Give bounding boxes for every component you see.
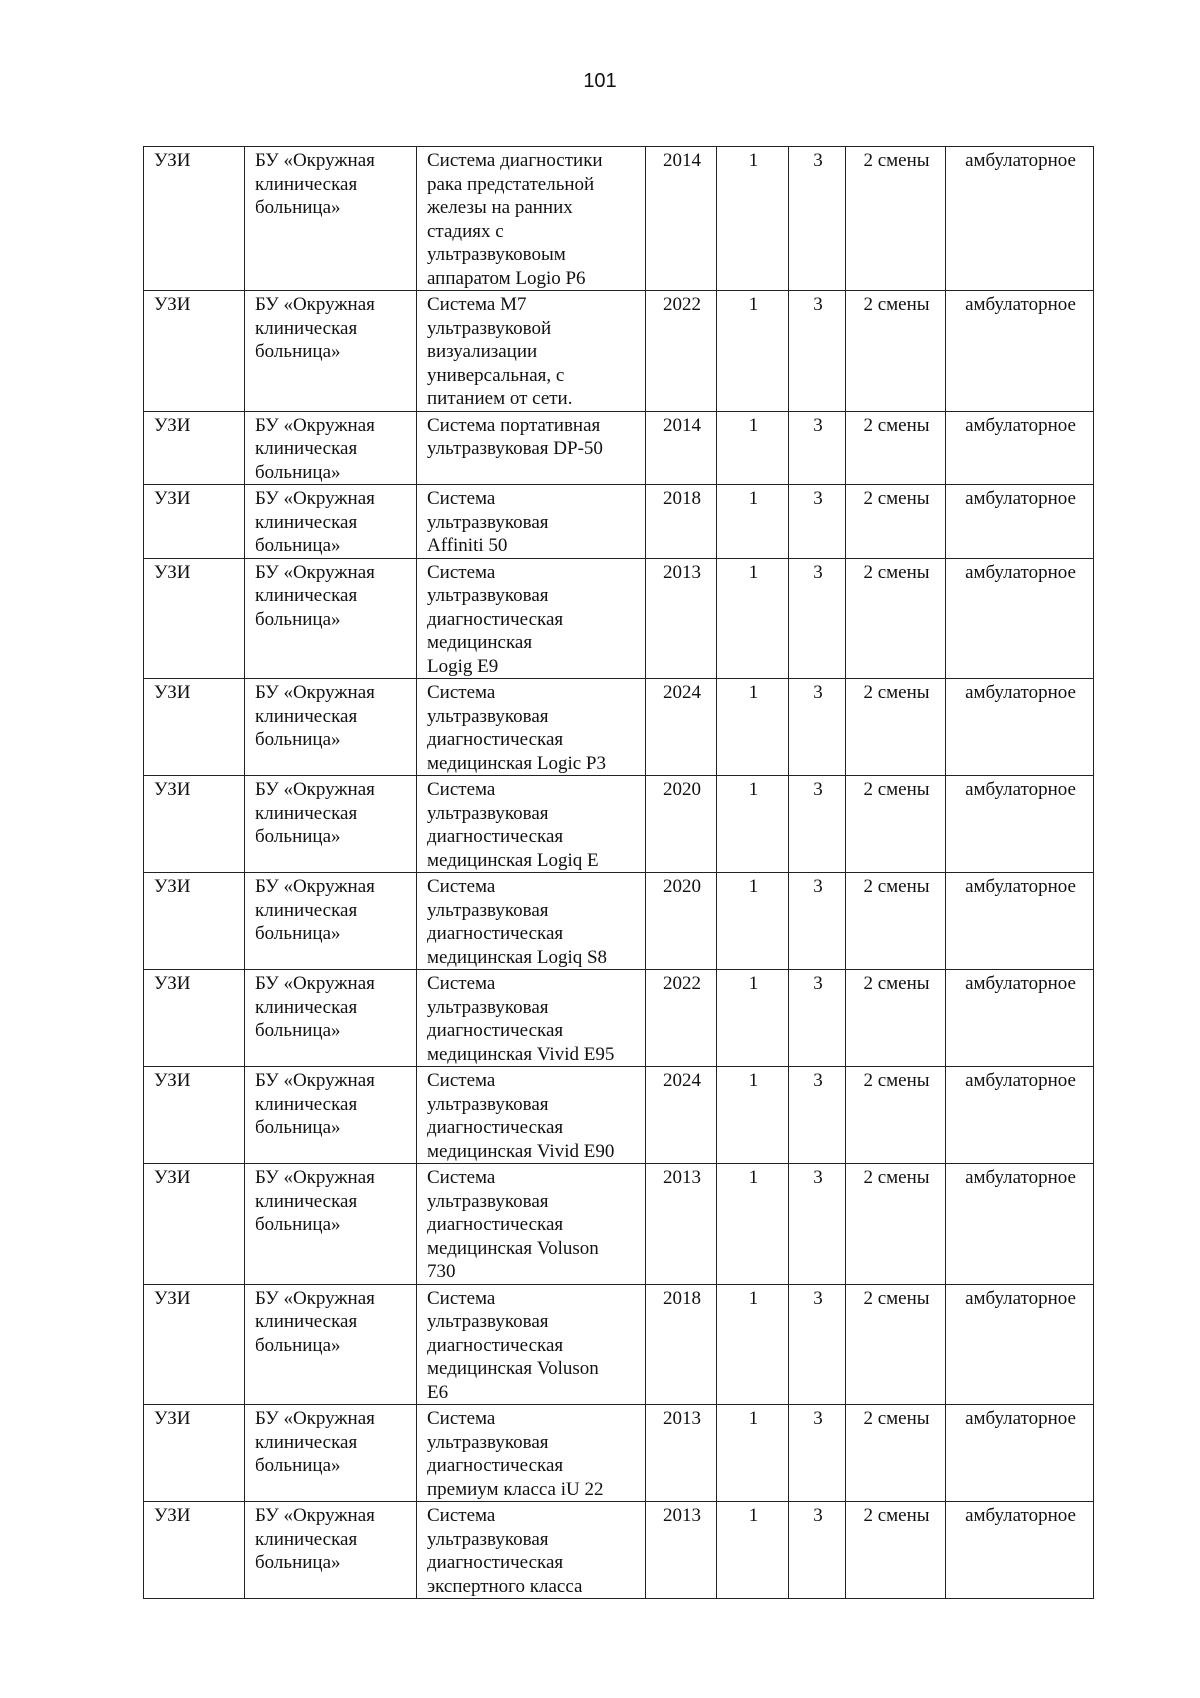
cell-organization: БУ «Окружная клиническая больница» [245,1405,417,1502]
cell-shifts: 2 смены [846,1284,946,1405]
cell-shifts: 2 смены [846,1067,946,1164]
cell-shifts: 2 смены [846,411,946,485]
cell-year: 2018 [646,485,717,559]
cell-quantity: 1 [717,147,789,291]
cell-shifts: 2 смены [846,291,946,412]
cell-type: УЗИ [144,970,245,1067]
cell-mode: амбулаторное [946,970,1094,1067]
cell-quantity: 1 [717,558,789,679]
cell-organization: БУ «Окружная клиническая больница» [245,970,417,1067]
cell-shifts: 2 смены [846,679,946,776]
cell-quantity: 1 [717,679,789,776]
cell-organization: БУ «Окружная клиническая больница» [245,679,417,776]
cell-quantity: 1 [717,1284,789,1405]
cell-type: УЗИ [144,147,245,291]
page-number: 101 [583,70,617,92]
equipment-table [143,146,1094,1599]
cell-organization: БУ «Окружная клиническая больница» [245,1284,417,1405]
cell-shifts: 2 смены [846,1405,946,1502]
cell-type: УЗИ [144,291,245,412]
cell-type: УЗИ [144,776,245,873]
cell-quantity: 1 [717,1164,789,1285]
cell-number: 3 [789,679,846,776]
cell-equipment: Система портативная ультразвуковая DP-50 [417,411,646,485]
cell-type: УЗИ [144,1164,245,1285]
table-row [144,291,1094,412]
cell-type: УЗИ [144,1284,245,1405]
cell-year: 2014 [646,147,717,291]
cell-number: 3 [789,1502,846,1599]
cell-year: 2020 [646,776,717,873]
cell-mode: амбулаторное [946,485,1094,559]
cell-type: УЗИ [144,873,245,970]
cell-mode: амбулаторное [946,679,1094,776]
cell-year: 2024 [646,679,717,776]
cell-quantity: 1 [717,970,789,1067]
cell-shifts: 2 смены [846,873,946,970]
cell-quantity: 1 [717,873,789,970]
cell-number: 3 [789,1405,846,1502]
table-row [144,873,1094,970]
cell-shifts: 2 смены [846,485,946,559]
cell-number: 3 [789,558,846,679]
cell-organization: БУ «Окружная клиническая больница» [245,411,417,485]
cell-number: 3 [789,485,846,559]
table-row [144,558,1094,679]
cell-year: 2013 [646,1405,717,1502]
cell-number: 3 [789,1164,846,1285]
cell-year: 2022 [646,291,717,412]
cell-shifts: 2 смены [846,1502,946,1599]
cell-mode: амбулаторное [946,873,1094,970]
cell-number: 3 [789,147,846,291]
cell-organization: БУ «Окружная клиническая больница» [245,558,417,679]
cell-mode: амбулаторное [946,1502,1094,1599]
cell-type: УЗИ [144,411,245,485]
cell-equipment: Система ультразвуковая диагностическая медицинская Logiq S8 [417,873,646,970]
cell-type: УЗИ [144,558,245,679]
cell-shifts: 2 смены [846,970,946,1067]
table-row [144,776,1094,873]
cell-equipment: Система ультразвуковая диагностическая премиум класса iU 22 [417,1405,646,1502]
cell-quantity: 1 [717,776,789,873]
cell-number: 3 [789,970,846,1067]
cell-organization: БУ «Окружная клиническая больница» [245,1164,417,1285]
cell-type: УЗИ [144,1502,245,1599]
cell-equipment: Система ультразвуковая диагностическая медицинская Vivid E95 [417,970,646,1067]
cell-number: 3 [789,1284,846,1405]
cell-year: 2013 [646,558,717,679]
cell-quantity: 1 [717,1067,789,1164]
cell-number: 3 [789,873,846,970]
cell-year: 2020 [646,873,717,970]
cell-mode: амбулаторное [946,558,1094,679]
cell-equipment: Система ультразвуковая диагностическая медицинская Logic P3 [417,679,646,776]
cell-organization: БУ «Окружная клиническая больница» [245,1502,417,1599]
table-row [144,1067,1094,1164]
cell-number: 3 [789,776,846,873]
cell-quantity: 1 [717,485,789,559]
cell-quantity: 1 [717,1502,789,1599]
cell-year: 2024 [646,1067,717,1164]
cell-mode: амбулаторное [946,776,1094,873]
cell-organization: БУ «Окружная клиническая больница» [245,147,417,291]
cell-equipment: Система ультразвуковая диагностическая медицинская Logiq E [417,776,646,873]
cell-equipment: Система ультразвуковая Affiniti 50 [417,485,646,559]
table-row [144,485,1094,559]
cell-mode: амбулаторное [946,147,1094,291]
cell-equipment: Система ультразвуковая диагностическая экспертного класса [417,1502,646,1599]
cell-year: 2022 [646,970,717,1067]
cell-mode: амбулаторное [946,1164,1094,1285]
cell-equipment: Система ультразвуковая диагностическая медицинская Vivid E90 [417,1067,646,1164]
cell-year: 2013 [646,1164,717,1285]
cell-quantity: 1 [717,411,789,485]
cell-number: 3 [789,1067,846,1164]
cell-organization: БУ «Окружная клиническая больница» [245,291,417,412]
cell-equipment: Система М7 ультразвуковой визуализации универсальная, с питанием от сети. [417,291,646,412]
cell-year: 2018 [646,1284,717,1405]
cell-year: 2013 [646,1502,717,1599]
table-row [144,1502,1094,1599]
table-body [144,147,1094,1599]
cell-shifts: 2 смены [846,1164,946,1285]
cell-number: 3 [789,411,846,485]
cell-type: УЗИ [144,1067,245,1164]
cell-quantity: 1 [717,291,789,412]
cell-mode: амбулаторное [946,411,1094,485]
cell-shifts: 2 смены [846,776,946,873]
cell-year: 2014 [646,411,717,485]
cell-shifts: 2 смены [846,147,946,291]
table-row [144,1284,1094,1405]
cell-type: УЗИ [144,679,245,776]
cell-type: УЗИ [144,485,245,559]
cell-organization: БУ «Окружная клиническая больница» [245,873,417,970]
cell-equipment: Система ультразвуковая диагностическая медицинская Voluson 730 [417,1164,646,1285]
cell-mode: амбулаторное [946,1405,1094,1502]
cell-shifts: 2 смены [846,558,946,679]
cell-organization: БУ «Окружная клиническая больница» [245,485,417,559]
cell-organization: БУ «Окружная клиническая больница» [245,776,417,873]
table-row [144,679,1094,776]
cell-number: 3 [789,291,846,412]
table-row [144,1405,1094,1502]
table-row [144,1164,1094,1285]
cell-equipment: Система ультразвуковая диагностическая медицинская Logig E9 [417,558,646,679]
table-row [144,147,1094,291]
cell-mode: амбулаторное [946,1067,1094,1164]
cell-equipment: Система ультразвуковая диагностическая медицинская Voluson E6 [417,1284,646,1405]
cell-mode: амбулаторное [946,291,1094,412]
cell-organization: БУ «Окружная клиническая больница» [245,1067,417,1164]
table-row [144,411,1094,485]
cell-equipment: Система диагностики рака предстательной железы на ранних стадиях с ультразвуковоым аппаратом Logio P6 [417,147,646,291]
cell-mode: амбулаторное [946,1284,1094,1405]
cell-quantity: 1 [717,1405,789,1502]
table-row [144,970,1094,1067]
cell-type: УЗИ [144,1405,245,1502]
